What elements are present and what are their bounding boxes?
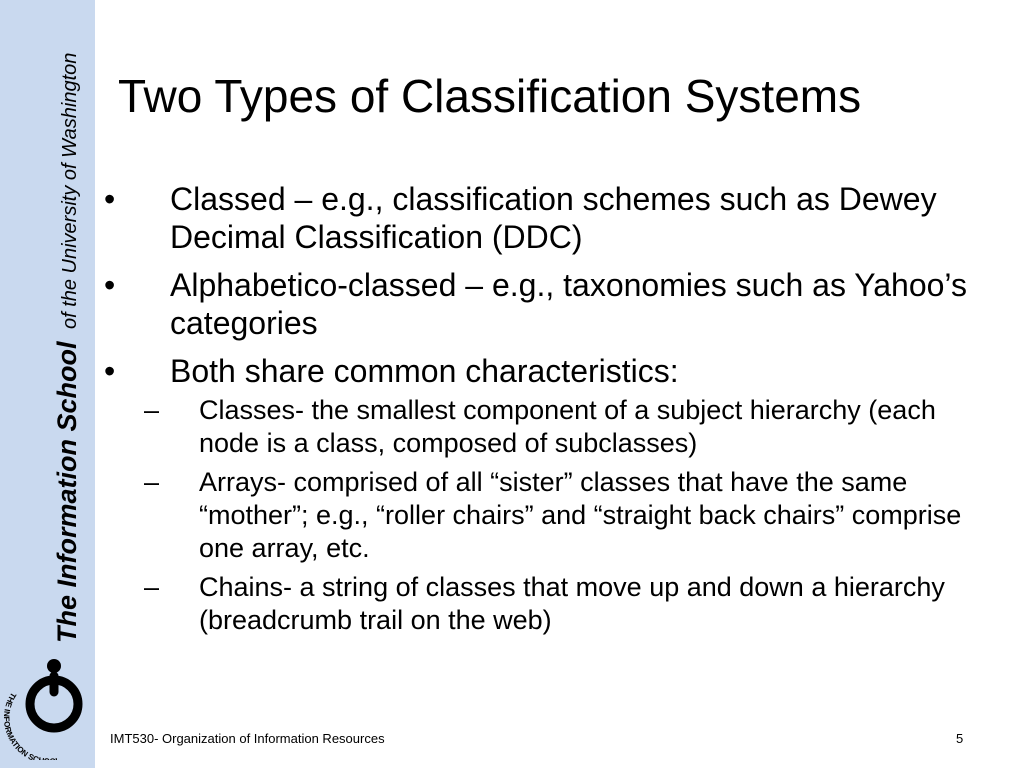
footer-course-title: IMT530- Organization of Information Resources xyxy=(110,731,385,746)
sub-bullet-marker: – xyxy=(144,467,160,497)
bullet-item xyxy=(104,180,984,256)
vertical-school-title xyxy=(16,15,96,643)
sidebar xyxy=(0,0,95,768)
sub-bullet-text: Classes- the smallest component of a subject hierarchy (each node is a class, composed of subclasses) xyxy=(199,395,936,458)
bullet-marker: • xyxy=(104,353,116,389)
bullet-text: Classed – e.g., classification schemes such as Dewey Decimal Classification (DDC) xyxy=(170,181,937,255)
bullet-marker: • xyxy=(104,181,116,217)
sub-bullet-item xyxy=(104,394,984,460)
sub-bullet-item xyxy=(104,571,984,637)
sub-bullet-item xyxy=(104,466,984,565)
sub-bullet-text: Chains- a string of classes that move up and down a hierarchy (breadcrumb trail on the web) xyxy=(199,572,945,635)
sub-bullet-marker: – xyxy=(144,572,160,602)
svg-text:The Information School xyxy=(52,53,82,643)
footer-page-number: 5 xyxy=(956,731,964,746)
bullet-text: Both share common characteristics: xyxy=(170,353,679,389)
bullet-marker: • xyxy=(104,267,116,303)
vertical-title-rest: of the University of Washington xyxy=(59,52,81,330)
sub-bullet-text: Arrays- comprised of all “sister” classes that have the same “mother”; e.g., “roller chairs” and “straight back chairs” comprise one array, etc. xyxy=(199,467,962,563)
logo-text: THE RMATION SC xyxy=(4,690,41,760)
bullet-text: Alphabetico-classed – e.g., taxonomies such as Yahoo’s categories xyxy=(170,267,967,341)
bullet-item xyxy=(104,266,984,342)
vertical-title-bold: The Information School xyxy=(52,341,82,643)
sub-bullet-marker: – xyxy=(144,395,160,425)
slide-content xyxy=(104,180,984,643)
bullet-item xyxy=(104,352,984,390)
ischool-logo xyxy=(4,652,96,760)
slide-title: Two Types of Classification Systems xyxy=(118,70,862,122)
